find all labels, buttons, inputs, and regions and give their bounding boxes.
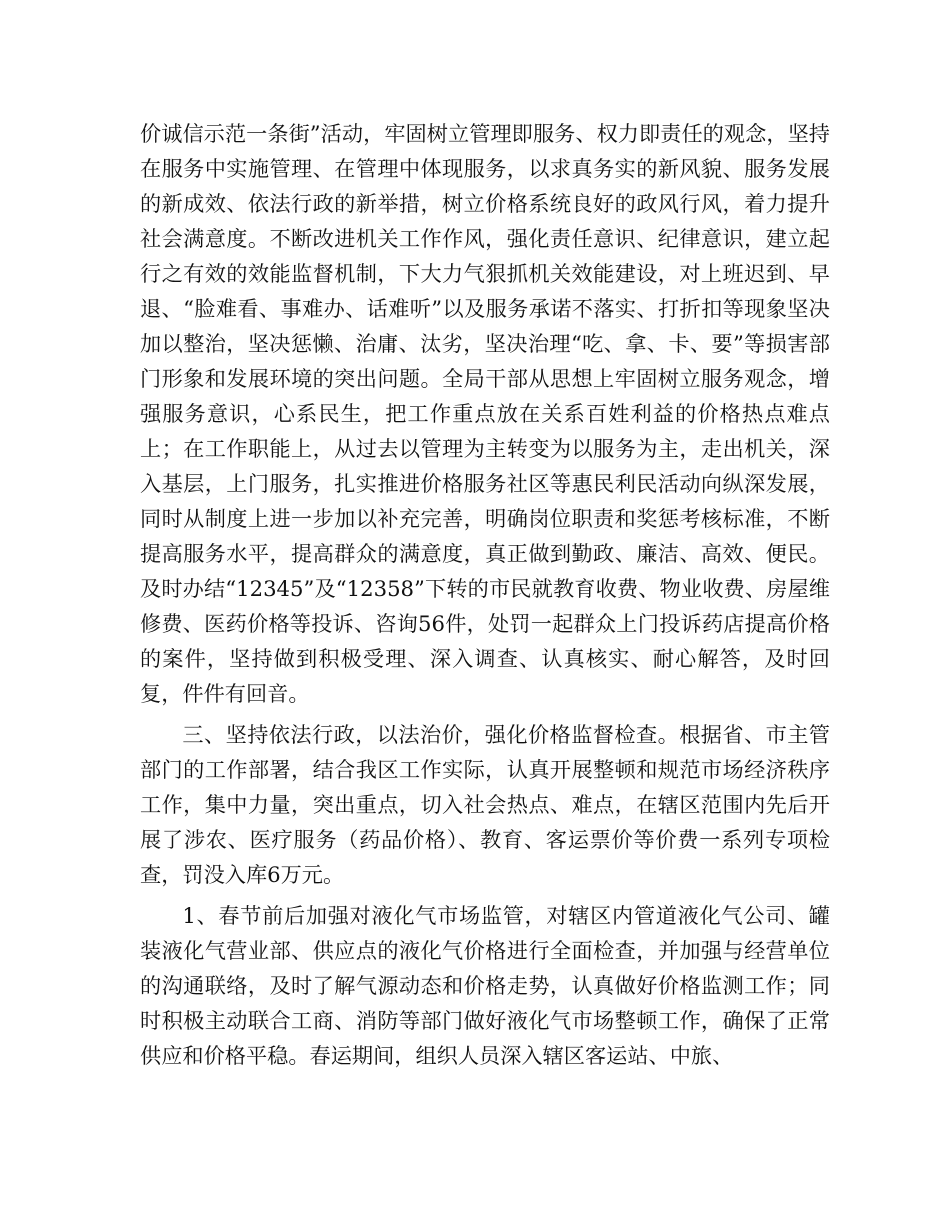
paragraph-lpg-market: 1、春节前后加强对液化气市场监管，对辖区内管道液化气公司、罐装液化气营业部、供应点的液化气价格进行全面检查，并加强与经营单位的沟通联络，及时了解气源动态和价格走势，认真做好价格监测工作；同时积极主动联合工商、消防等部门做好液化气市场整顿工作，确保了正常供应和价格平稳。春运期间，组织人员深入辖区客运站、中旅、	[140, 903, 830, 1068]
document-page	[140, 116, 830, 1073]
paragraph-service-reform: 价诚信示范一条街”活动，牢固树立管理即服务、权力即责任的观念，坚持在服务中实施管理、在管理中体现服务，以求真务实的新风貌、服务发展的新成效、依法行政的新举措，树立价格系统良好的政风行风，着力提升社会满意度。不断改进机关工作作风，强化责任意识、纪律意识，建立起行之有效的效能监督机制，下大力气狠抓机关效能建设，对上班迟到、早退、“脸难看、事难办、话难听”以及服务承诺不落实、打折扣等现象坚决加以整治，坚决惩懒、治庸、汰劣，坚决治理“吃、拿、卡、要”等损害部门形象和发展环境的突出问题。全局干部从思想上牢固树立服务观念，增强服务意识，心系民生，把工作重点放在关系百姓利益的价格热点难点上；在工作职能上，从过去以管理为主转变为以服务为主，走出机关，深入基层，上门服务，扎实推进价格服务社区等惠民利民活动向纵深发展，同时从制度上进一步加以补充完善，明确岗位职责和奖惩考核标准，不断提高服务水平，提高群众的满意度，真正做到勤政、廉洁、高效、便民。及时办结“12345”及“12358”下转的市民就教育收费、物业收费、房屋维修费、医药价格等投诉、咨询56件，处罚一起群众上门投诉药店提高价格的案件，坚持做到积极受理、深入调查、认真核实、耐心解答，及时回复，件件有回音。	[140, 121, 830, 706]
paragraph-price-supervision: 三、坚持依法行政，以法治价，强化价格监督检查。根据省、市主管部门的工作部署，结合我区工作实际，认真开展整顿和规范市场经济秩序工作，集中力量，突出重点，切入社会热点、难点，在辖区范围内先后开展了涉农、医疗服务（药品价格）、教育、客运票价等价费一系列专项检查，罚没入库6万元。	[140, 722, 830, 887]
